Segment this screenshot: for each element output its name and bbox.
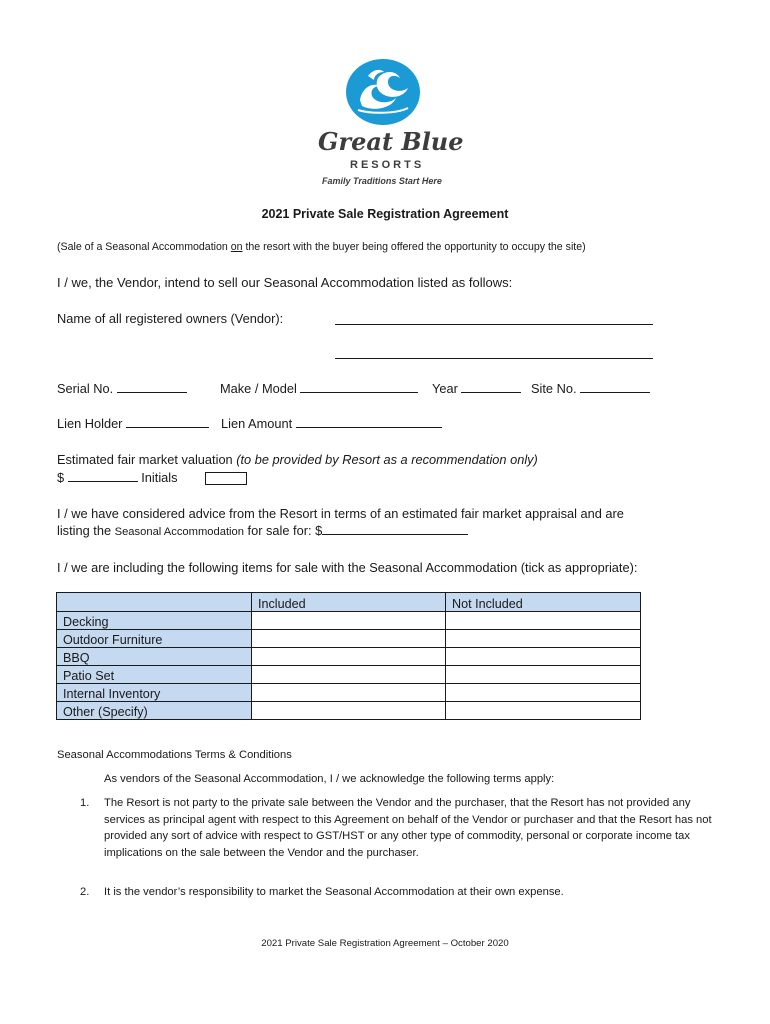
svg-text:Family Traditions Start Here: Family Traditions Start Here bbox=[322, 176, 442, 186]
year-field[interactable] bbox=[461, 392, 521, 393]
term-1-number: 1. bbox=[80, 797, 90, 809]
advice-line-2 bbox=[57, 523, 468, 538]
included-cell[interactable] bbox=[252, 630, 446, 648]
items-table bbox=[56, 592, 641, 720]
lien-holder-row bbox=[57, 416, 209, 431]
items-instruction: I / we are including the following items for sale with the Seasonal Accommodation (tick as appropriate): bbox=[57, 560, 638, 575]
header-included: Included bbox=[252, 593, 446, 612]
term-2-text: It is the vendor’s responsibility to market the Seasonal Accommodation at their own expense. bbox=[104, 886, 564, 898]
owners-field-line-1[interactable] bbox=[335, 324, 653, 325]
svg-text:RESORTS: RESORTS bbox=[350, 159, 425, 171]
table-row bbox=[57, 630, 641, 648]
table-row bbox=[57, 612, 641, 630]
table-header-row bbox=[57, 593, 641, 612]
not-included-cell[interactable] bbox=[446, 648, 641, 666]
row-label: Decking bbox=[57, 612, 252, 630]
row-label: Outdoor Furniture bbox=[57, 630, 252, 648]
table-row bbox=[57, 684, 641, 702]
subtitle-text-end: the resort with the buyer being offered the opportunity to occupy the site) bbox=[242, 241, 586, 253]
included-cell[interactable] bbox=[252, 612, 446, 630]
valuation-amount-field[interactable] bbox=[68, 481, 138, 482]
subtitle-text-start: (Sale of a Seasonal Accommodation bbox=[57, 241, 231, 253]
sale-price-field[interactable] bbox=[322, 534, 468, 535]
header-empty-cell bbox=[57, 593, 252, 612]
included-cell[interactable] bbox=[252, 648, 446, 666]
lien-amount-field[interactable] bbox=[296, 427, 442, 428]
valuation-note: (to be provided by Resort as a recommendation only) bbox=[236, 452, 538, 467]
terms-intro: As vendors of the Seasonal Accommodation, I / we acknowledge the following terms apply: bbox=[104, 773, 555, 785]
not-included-cell[interactable] bbox=[446, 612, 641, 630]
document-title: 2021 Private Sale Registration Agreement bbox=[261, 207, 509, 221]
valuation-amount-row bbox=[57, 470, 247, 485]
great-blue-resorts-logo bbox=[300, 52, 480, 192]
not-included-cell[interactable] bbox=[446, 702, 641, 720]
dollar-sign: $ bbox=[57, 470, 65, 485]
term-1-text: The Resort is not party to the private sale between the Vendor and the purchaser, that the Resort has not provided any services as principal agent with respect to this Agreement on behalf of the Vendor or purchaser and that the Resort has not provided any sort of advice with respect to GST/HST or any other type of commodity, personal or corporate income tax implications on the sale between the Vendor and the purchaser. bbox=[104, 797, 712, 859]
valuation-label: Estimated fair market valuation bbox=[57, 452, 237, 467]
table-row bbox=[57, 666, 641, 684]
table-row bbox=[57, 702, 641, 720]
header-not-included: Not Included bbox=[446, 593, 641, 612]
term-2-number: 2. bbox=[80, 886, 90, 898]
initials-box[interactable] bbox=[205, 472, 247, 485]
heron-birds-circle-icon bbox=[300, 52, 480, 192]
make-row bbox=[220, 381, 418, 396]
valuation-row bbox=[57, 452, 538, 467]
serial-field[interactable] bbox=[117, 392, 187, 393]
not-included-cell[interactable] bbox=[446, 630, 641, 648]
make-label: Make / Model bbox=[220, 381, 297, 396]
not-included-cell[interactable] bbox=[446, 666, 641, 684]
vendor-intro: I / we, the Vendor, intend to sell our Seasonal Accommodation listed as follows: bbox=[57, 275, 513, 290]
site-label: Site No. bbox=[531, 381, 577, 396]
terms-heading: Seasonal Accommodations Terms & Conditions bbox=[57, 749, 292, 761]
advice-line-1: I / we have considered advice from the Resort in terms of an estimated fair market appraisal and are bbox=[57, 506, 624, 521]
row-label: Other (Specify) bbox=[57, 702, 252, 720]
serial-label: Serial No. bbox=[57, 381, 114, 396]
included-cell[interactable] bbox=[252, 684, 446, 702]
year-label: Year bbox=[432, 381, 458, 396]
make-field[interactable] bbox=[300, 392, 418, 393]
site-field[interactable] bbox=[580, 392, 650, 393]
row-label: Patio Set bbox=[57, 666, 252, 684]
owners-label: Name of all registered owners (Vendor): bbox=[57, 311, 284, 326]
svg-text:Great Blue: Great Blue bbox=[318, 127, 464, 156]
site-row bbox=[531, 381, 650, 396]
owners-field-line-2[interactable] bbox=[335, 358, 653, 359]
lien-amount-row bbox=[221, 416, 442, 431]
included-cell[interactable] bbox=[252, 702, 446, 720]
row-label: BBQ bbox=[57, 648, 252, 666]
advice-pre: listing the bbox=[57, 523, 115, 538]
year-row bbox=[432, 381, 521, 396]
page-footer: 2021 Private Sale Registration Agreement – October 2020 bbox=[261, 938, 509, 949]
initials-label: Initials bbox=[141, 470, 178, 485]
lien-holder-label: Lien Holder bbox=[57, 416, 123, 431]
not-included-cell[interactable] bbox=[446, 684, 641, 702]
included-cell[interactable] bbox=[252, 666, 446, 684]
lien-holder-field[interactable] bbox=[126, 427, 209, 428]
subtitle-underlined-word: on bbox=[230, 241, 243, 253]
document-subtitle bbox=[57, 241, 586, 253]
row-label: Internal Inventory bbox=[57, 684, 252, 702]
lien-amount-label: Lien Amount bbox=[221, 416, 293, 431]
advice-post: for sale for: $ bbox=[243, 523, 323, 538]
serial-row bbox=[57, 381, 187, 396]
advice-accommodation: Seasonal Accommodation bbox=[114, 526, 244, 538]
table-row bbox=[57, 648, 641, 666]
